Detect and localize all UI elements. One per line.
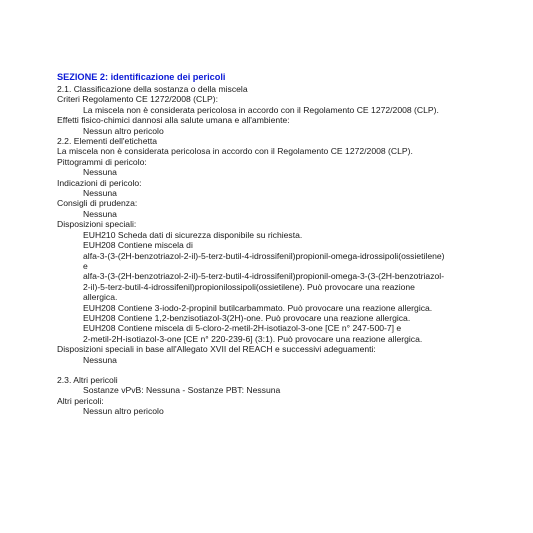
document-line: Disposizioni speciali: [57,219,137,230]
document-line: allergica. [83,292,118,303]
document-line: La miscela non è considerata pericolosa in accordo con il Regolamento CE 1272/2008 (CLP). [57,146,413,157]
document-line: 2.1. Classificazione della sostanza o della miscela [57,84,248,94]
document-line: 2.3. Altri pericoli [57,374,118,385]
document-line: Nessun altro pericolo [83,125,164,136]
document-line: Effetti fisico-chimici dannosi alla salute umana e all'ambiente: [57,115,290,126]
document-line: Nessuna [83,167,117,178]
document-line: Nessun altro pericolo [83,406,164,417]
document-line: Consigli di prudenza: [57,198,138,209]
document-line: EUH208 Contiene miscela di [83,240,193,251]
document-line: Nessuna [83,188,117,199]
document-line: Disposizioni speciali in base all'Allegato XVII del REACH e successivi adeguamenti: [57,344,376,355]
document-line: EUH208 Contiene 3-iodo-2-propinil butilcarbammato. Può provocare una reazione allergica. [83,302,433,313]
document-line: Nessuna [83,208,117,219]
document-line: EUH210 Scheda dati di sicurezza disponibile su richiesta. [83,229,303,240]
document-line: Sostanze vPvB: Nessuna - Sostanze PBT: Nessuna [83,385,281,396]
document-line: 2.2. Elementi dell'etichetta [57,136,158,147]
document-line: EUH208 Contiene 1,2-benzisotiazol-3(2H)-one. Può provocare una reazione allergica. [83,312,411,323]
document-line: Indicazioni di pericolo: [57,177,142,188]
document-line: Nessuna [83,354,117,365]
section-title: SEZIONE 2: identificazione dei pericoli [57,72,226,82]
document-line: La miscela non è considerata pericolosa in accordo con il Regolamento CE 1272/2008 (CLP). [83,104,439,115]
document-line: 2-il)-5-terz-butil-4-idrossifenil)propionilossipoli(ossietilene). Può provocare una reazione [83,281,415,292]
document-line: alfa-3-(3-(2H-benzotriazol-2-il)-5-terz-butil-4-idrossifenil)propionil-omega-3-(3-(2H-benzotriazol- [83,271,445,282]
document-line: Pittogrammi di pericolo: [57,156,147,167]
section-content [57,84,517,417]
document-line: Altri pericoli: [57,395,104,406]
document-line: Criteri Regolamento CE 1272/2008 (CLP): [57,94,218,105]
document-line: 2-metil-2H-isotiazol-3-one [CE n° 220-239-6] (3:1). Può provocare una reazione allergica. [83,333,423,344]
document-body [57,72,517,417]
document-line: alfa-3-(3-(2H-benzotriazol-2-il)-5-terz-butil-4-idrossifenil)propionil-omega-idrossipoli(ossietilene) [83,250,445,261]
document-line: EUH208 Contiene miscela di 5-cloro-2-metil-2H-isotiazol-3-one [CE n° 247-500-7] e [83,323,402,334]
document-line: e [83,260,88,271]
blank-line [57,365,517,375]
